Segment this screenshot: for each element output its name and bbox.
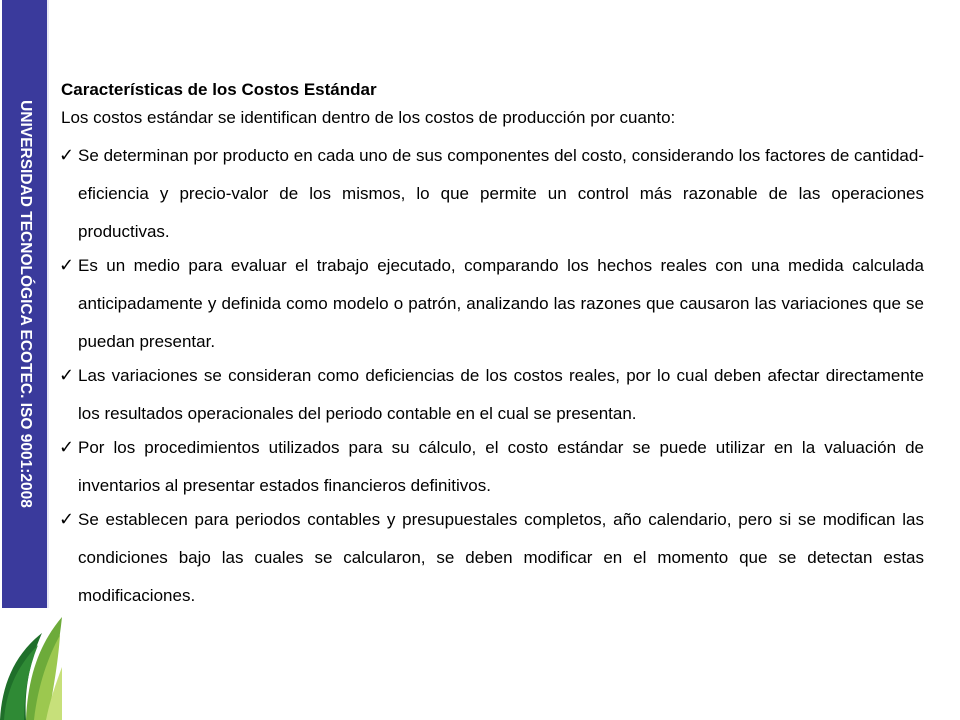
intro-paragraph: Los costos estándar se identifican dentro de los costos de producción por cuanto: [61,108,676,127]
university-name-vertical: UNIVERSIDAD TECNOLÓGICA ECOTEC. ISO 9001:2008 [16,100,34,508]
list-item [61,137,924,251]
list-item-text: Se establecen para periodos contables y presupuestales completos, año calendario, pero si se modifican las condiciones bajo las cuales se calcularon, se deben modificar en el momento que se detectan estas modificaciones. [78,510,924,605]
checkmark-icon: ✓ [59,437,75,458]
checkmark-icon: ✓ [59,255,75,276]
main-content [61,78,924,615]
list-item-text: Por los procedimientos utilizados para su cálculo, el costo estándar se puede utilizar en la valuación de inventarios al presentar estados financieros definitivos. [78,438,924,495]
list-item-text: Se determinan por producto en cada uno de sus componentes del costo, considerando los factores de cantidad-eficiencia y precio-valor de los mismos, lo que permite un control más razonable de las operaciones productivas. [78,146,924,241]
checkmark-icon: ✓ [59,509,75,530]
list-item-text: Las variaciones se consideran como deficiencias de los costos reales, por lo cual deben afectar directamente los resultados operacionales del periodo contable en el cual se presentan. [78,366,924,423]
list-item [61,501,924,615]
green-leaf-logo-icon [0,605,64,720]
list-item-text: Es un medio para evaluar el trabajo ejecutado, comparando los hechos reales con una medida calculada anticipadamente y definida como modelo o patrón, analizando las razones que causaron las variaciones que se puedan presentar. [78,256,924,351]
characteristics-list [61,137,924,615]
section-title: Características de los Costos Estándar [61,80,377,99]
checkmark-icon: ✓ [59,365,75,386]
list-item [61,247,924,361]
sidebar-banner [2,0,49,608]
list-item [61,429,924,505]
checkmark-icon: ✓ [59,145,75,166]
list-item [61,357,924,433]
